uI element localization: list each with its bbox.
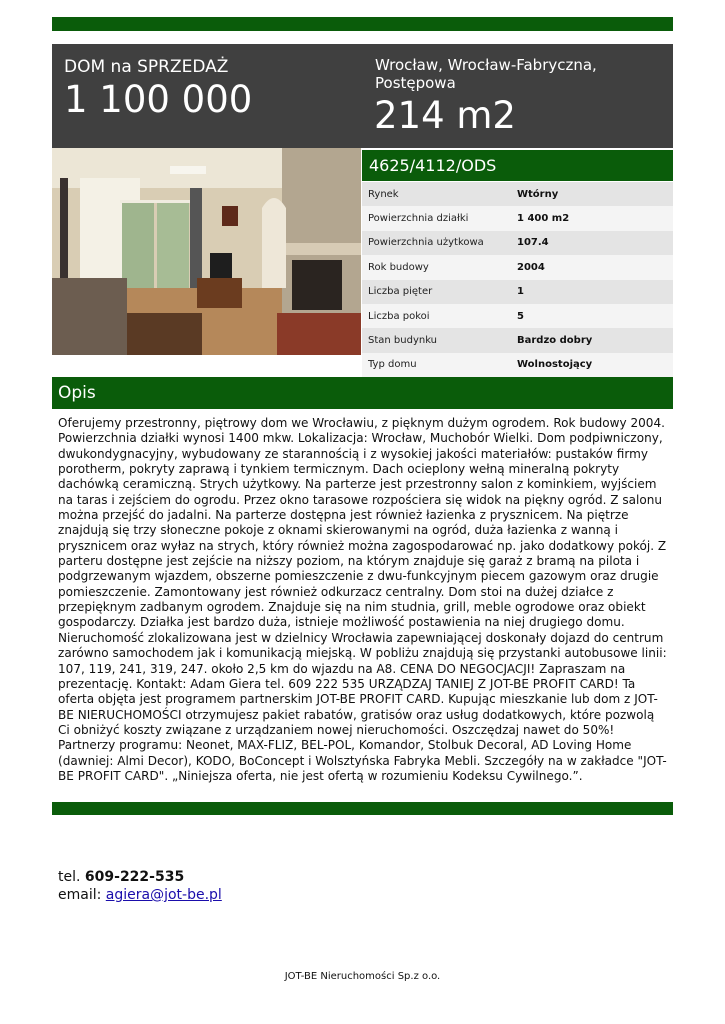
param-row	[362, 353, 673, 377]
param-row	[362, 280, 673, 304]
param-label: Rynek	[368, 188, 399, 200]
param-row	[362, 206, 673, 230]
param-value: 5	[517, 310, 524, 322]
email-link[interactable]: agiera@jot-be.pl	[105, 887, 222, 903]
param-row	[362, 255, 673, 279]
phone-label: tel.	[58, 869, 85, 885]
location: Wrocław, Wrocław-Fabryczna, Postępowa	[375, 56, 597, 92]
parameters-table	[362, 182, 673, 377]
param-value: 107.4	[517, 237, 549, 249]
param-value: Wtórny	[517, 188, 559, 200]
param-value: Wolnostojący	[517, 359, 593, 371]
param-value: 1	[517, 286, 524, 298]
contact-phone	[58, 868, 222, 886]
param-label: Powierzchnia użytkowa	[368, 237, 484, 249]
offer-type: DOM na SPRZEDAŻ	[64, 57, 229, 77]
contact-email	[58, 886, 222, 904]
param-row	[362, 182, 673, 206]
description-heading: Opis	[52, 377, 673, 409]
listing-reference: 4625/4112/ODS	[362, 150, 673, 181]
param-value: 1 400 m2	[517, 213, 570, 225]
param-row	[362, 328, 673, 352]
param-label: Rok budowy	[368, 261, 429, 273]
listing-header	[52, 44, 673, 148]
param-label: Powierzchnia działki	[368, 213, 469, 225]
email-label: email:	[58, 887, 106, 903]
description-text: Oferujemy przestronny, piętrowy dom we Wrocławiu, z pięknym dużym ogrodem. Rok budowy 2004. Powierzchnia działki wynosi 1400 mkw. Lokalizacja: Wrocław, Muchobór Wielki. Dom podpiwniczony, dwukondygnacyjny, wybudowany ze starannością i z wysokiej jakości materiałów: pustaków firmy porotherm, pokryty zaprawą i tynkiem termicznym. Dach ocieplony wełną mineralną pokryty dachówką ceramiczną. Strych użytkowy. Na parterze jest przestronny salon z kominkiem, wyjściem na taras i zejściem do ogrodu. Przez okno tarasowe rozpościera się widok na piękny ogród. Z salonu można przejść do jadalni. Na parterze dostępna jest również łazienka z prysznicem. Na piętrze znajdują się trzy słoneczne pokoje z oknami skierowanymi na ogród, duża łazienka z wanną i prysznicem oraz wyłaz na strych, który również można zagospodarować np. jako dodatkowy pokój. Z parteru dostępne jest zejście na niższy poziom, na którym znajduje się garaż z bramą na pilota i podgrzewanym wjazdem, obszerne pomieszczenie z dwu-funkcyjnym piecem gazowym oraz drugie pomieszczenie. Zamontowany jest również odkurzacz centralny. Dom stoi na dużej działce z przepięknym zadbanym ogrodem. Znajduje się na nim studnia, grill, meble ogrodowe oraz obiekt gospodarczy. Działka jest bardzo duża, istnieje możliwość postawienia na niej drugiego domu. Nieruchomość zlokalizowana jest w dzielnicy Wrocławia zapewniającej doskonały dojazd do centrum zarówno samochodem jak i komunikacją miejską. W pobliżu znajdują się przystanki autobusowe linii: 107, 119, 241, 319, 247. około 2,5 km do wjazdu na A8. CENA DO NEGOCJACJI! Zapraszam na prezentację. Kontakt: Adam Giera tel. 609 222 535 URZĄDZAJ TANIEJ Z JOT-BE PROFIT CARD! Ta oferta objęta jest programem partnerskim JOT-BE PROFIT CARD. Kupując mieszkanie lub dom z JOT-BE NIERUCHOMOŚCI otrzymujesz pakiet rabatów, gratisów oraz usług dodatkowych, które pozwolą Ci obniżyć koszty związane z urządzaniem nowej nieruchomości. Oszczędzaj nawet do 50%! Partnerzy programu: Neonet, MAX-FLIZ, BEL-POL, Komandor, Stolbuk Decoral, AD Loving Home (dawniej: Almi Decor), KODO, BoConcept i Wolsztyńska Fabryka Mebli. Szczegóły na w zakładce "JOT-BE PROFIT CARD". „Niniejsza oferta, nie jest ofertą w rozumieniu Kodeksu Cywilnego.”.	[58, 416, 667, 783]
phone-number[interactable]: 609-222-535	[84, 869, 185, 885]
param-label: Typ domu	[368, 359, 417, 371]
param-value: 2004	[517, 261, 545, 273]
param-row	[362, 231, 673, 255]
property-photo	[52, 148, 361, 355]
param-label: Liczba pięter	[368, 286, 433, 298]
param-value: Bardzo dobry	[517, 335, 593, 347]
param-label: Stan budynku	[368, 335, 438, 347]
param-row	[362, 304, 673, 328]
area: 214 m2	[374, 94, 516, 137]
param-label: Liczba pokoi	[368, 310, 430, 322]
contact-block	[58, 868, 222, 904]
bottom-accent-bar	[52, 802, 673, 815]
price: 1 100 000	[64, 78, 253, 121]
top-accent-bar	[52, 17, 673, 31]
footer-company: JOT-BE Nieruchomości Sp.z o.o.	[284, 971, 441, 982]
